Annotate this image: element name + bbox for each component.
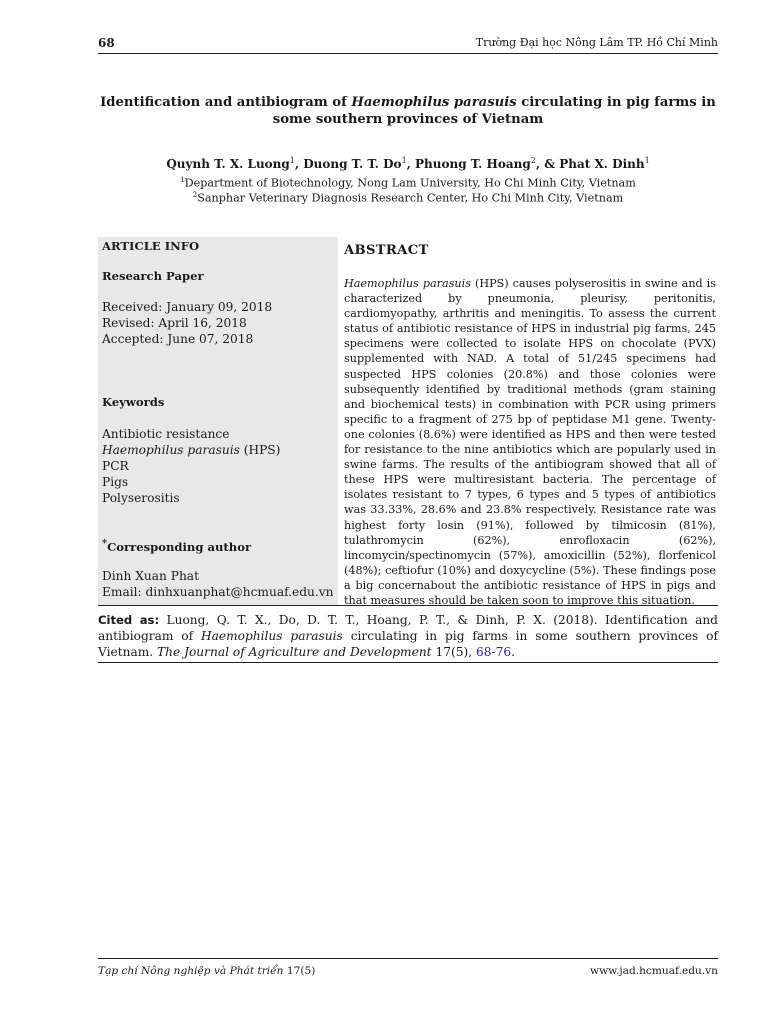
citation-journal: The Journal of Agriculture and Development <box>157 645 432 659</box>
citation-top-rule <box>98 605 718 606</box>
corresponding-name: Dinh Xuan Phat <box>102 569 199 583</box>
affiliation-text: Department of Biotechnology, Nong Lam University, Ho Chi Minh City, Vietnam <box>184 176 636 190</box>
footer-rule <box>98 958 718 959</box>
citation-page-dash: - <box>491 645 496 659</box>
corresponding-label: Corresponding author <box>107 539 252 554</box>
footer-issue: 17(5) <box>283 965 316 977</box>
abstract-body-text: (HPS) causes polyserositis in swine and is characterized by pneumonia, pleurisy, peritonitis, cardiomyopathy, arthritis and meningitis. To assess the current status of antibiotic resistance of HPS in industrial pig farms, 245 specimens were collected to isolate HPS on chocolate (PVX) supplemented with NAD. A total of 51/245 specimens had suspected HPS colonies (20.8%) and those colonies were subsequently identified by traditional methods (gram staining and biochemical tests) in combination with PCR using primers specific to a fragment of 275 bp of peptidase M1 gene. Twenty-one colonies (8.6%) were identified as HPS and then were tested for resistance to the nine antibiotics which are popularly used in swine farms. The results of the antibiogram showed that all of these HPS were multiresistant bacteria. The percentage of isolates resistant to 7 types, 6 types and 5 types of antibiotics was 33.33%, 28.6% and 23.8% respectively. Resistance rate was highest forty losin (91%), followed by tilmicosin (81%), tulathromycin (62%), enrofloxacin (62%), lincomycin/spectinomycin (57%), amoxicillin (52%), florfenicol (48%); ceftiofur (10%) and doxycycline (5%). These findings pose a big concernabout the antibiotic resistance of HPS in pigs and that measures should be taken soon to improve this situation. <box>344 277 716 607</box>
author-name: Duong T. T. Do <box>303 157 402 171</box>
corresponding-email: Email: dinhxuanphat@hcmuaf.edu.vn <box>102 585 334 599</box>
page-number: 68 <box>98 36 115 50</box>
article-info-heading: ARTICLE INFO <box>102 239 200 253</box>
journal-header: Trường Đại học Nông Lâm TP. Hồ Chí Minh <box>475 36 718 49</box>
author-affiliation-marker: 1 <box>644 156 650 165</box>
article-type: Research Paper <box>102 269 204 283</box>
title-part2: circulating in pig farms in <box>516 95 716 110</box>
author-affiliation-marker: 1 <box>401 156 407 165</box>
affiliation-marker: 1 <box>180 176 185 184</box>
author-separator: , & <box>535 157 560 171</box>
keyword: Polyserositis <box>102 491 180 505</box>
keyword: Pigs <box>102 475 129 489</box>
title-line2: some southern provinces of Vietnam <box>272 112 544 127</box>
footer-website: www.jad.hcmuaf.edu.vn <box>590 965 718 977</box>
keyword-species: Haemophilus parasuis <box>102 443 240 457</box>
keyword <box>102 443 280 457</box>
citation-block <box>98 612 718 660</box>
author-name: Phuong T. Hoang <box>415 157 531 171</box>
author-affiliation-marker: 1 <box>289 156 295 165</box>
footer-journal-name: Tạp chí Nông nghiệp và Phát triển <box>98 965 284 977</box>
citation-volume: 17(5), <box>431 645 476 659</box>
abstract-species: Haemophilus parasuis <box>344 277 471 290</box>
affiliation-text: Sanphar Veterinary Diagnosis Research Center, Ho Chi Minh City, Vietnam <box>197 191 624 205</box>
affiliation-1 <box>98 176 718 190</box>
header-rule <box>98 53 718 54</box>
citation-page-start-link[interactable]: 68 <box>475 645 492 659</box>
keyword: Antibiotic resistance <box>102 427 230 441</box>
received-date: Received: January 09, 2018 <box>102 300 273 314</box>
citation-page-end-link[interactable]: 76 <box>495 645 512 659</box>
author-name: Phat X. Dinh <box>559 157 645 171</box>
revised-date: Revised: April 16, 2018 <box>102 316 247 330</box>
keyword-abbr: (HPS) <box>239 443 281 457</box>
running-header <box>98 36 718 52</box>
author-affiliation-marker: 2 <box>530 156 536 165</box>
affiliation-2 <box>98 191 718 205</box>
title-part1: Identification and antibiogram of <box>100 95 352 110</box>
citation-bottom-rule <box>98 662 718 663</box>
keywords-heading: Keywords <box>102 395 165 409</box>
paper-title <box>98 94 718 128</box>
author-separator: , <box>294 157 304 171</box>
corresponding-author-heading <box>102 538 251 554</box>
citation-label: Cited as: <box>98 613 160 627</box>
title-species: Haemophilus parasuis <box>351 95 517 110</box>
corresponding-marker: * <box>102 538 108 549</box>
citation-part1: Luong, Q. T. X., Do, D. T. T., Hoang, P. T., & Dinh, P. X. (2018). Identification and antibiogram of <box>98 613 718 643</box>
citation-species: Haemophilus parasuis <box>200 629 343 643</box>
abstract-text <box>344 276 716 608</box>
article-info-box <box>98 237 338 605</box>
citation-end: . <box>511 645 516 659</box>
citation-part2: circulating in pig farms in some southern provinces of Vietnam. <box>98 629 719 659</box>
affiliation-marker: 2 <box>192 191 198 199</box>
abstract-heading: ABSTRACT <box>344 243 429 258</box>
footer-journal <box>98 965 315 977</box>
keyword: PCR <box>102 459 129 473</box>
author-list <box>98 156 718 171</box>
author-name: Quynh T. X. Luong <box>166 157 290 171</box>
author-separator: , <box>406 157 416 171</box>
accepted-date: Accepted: June 07, 2018 <box>102 332 254 346</box>
